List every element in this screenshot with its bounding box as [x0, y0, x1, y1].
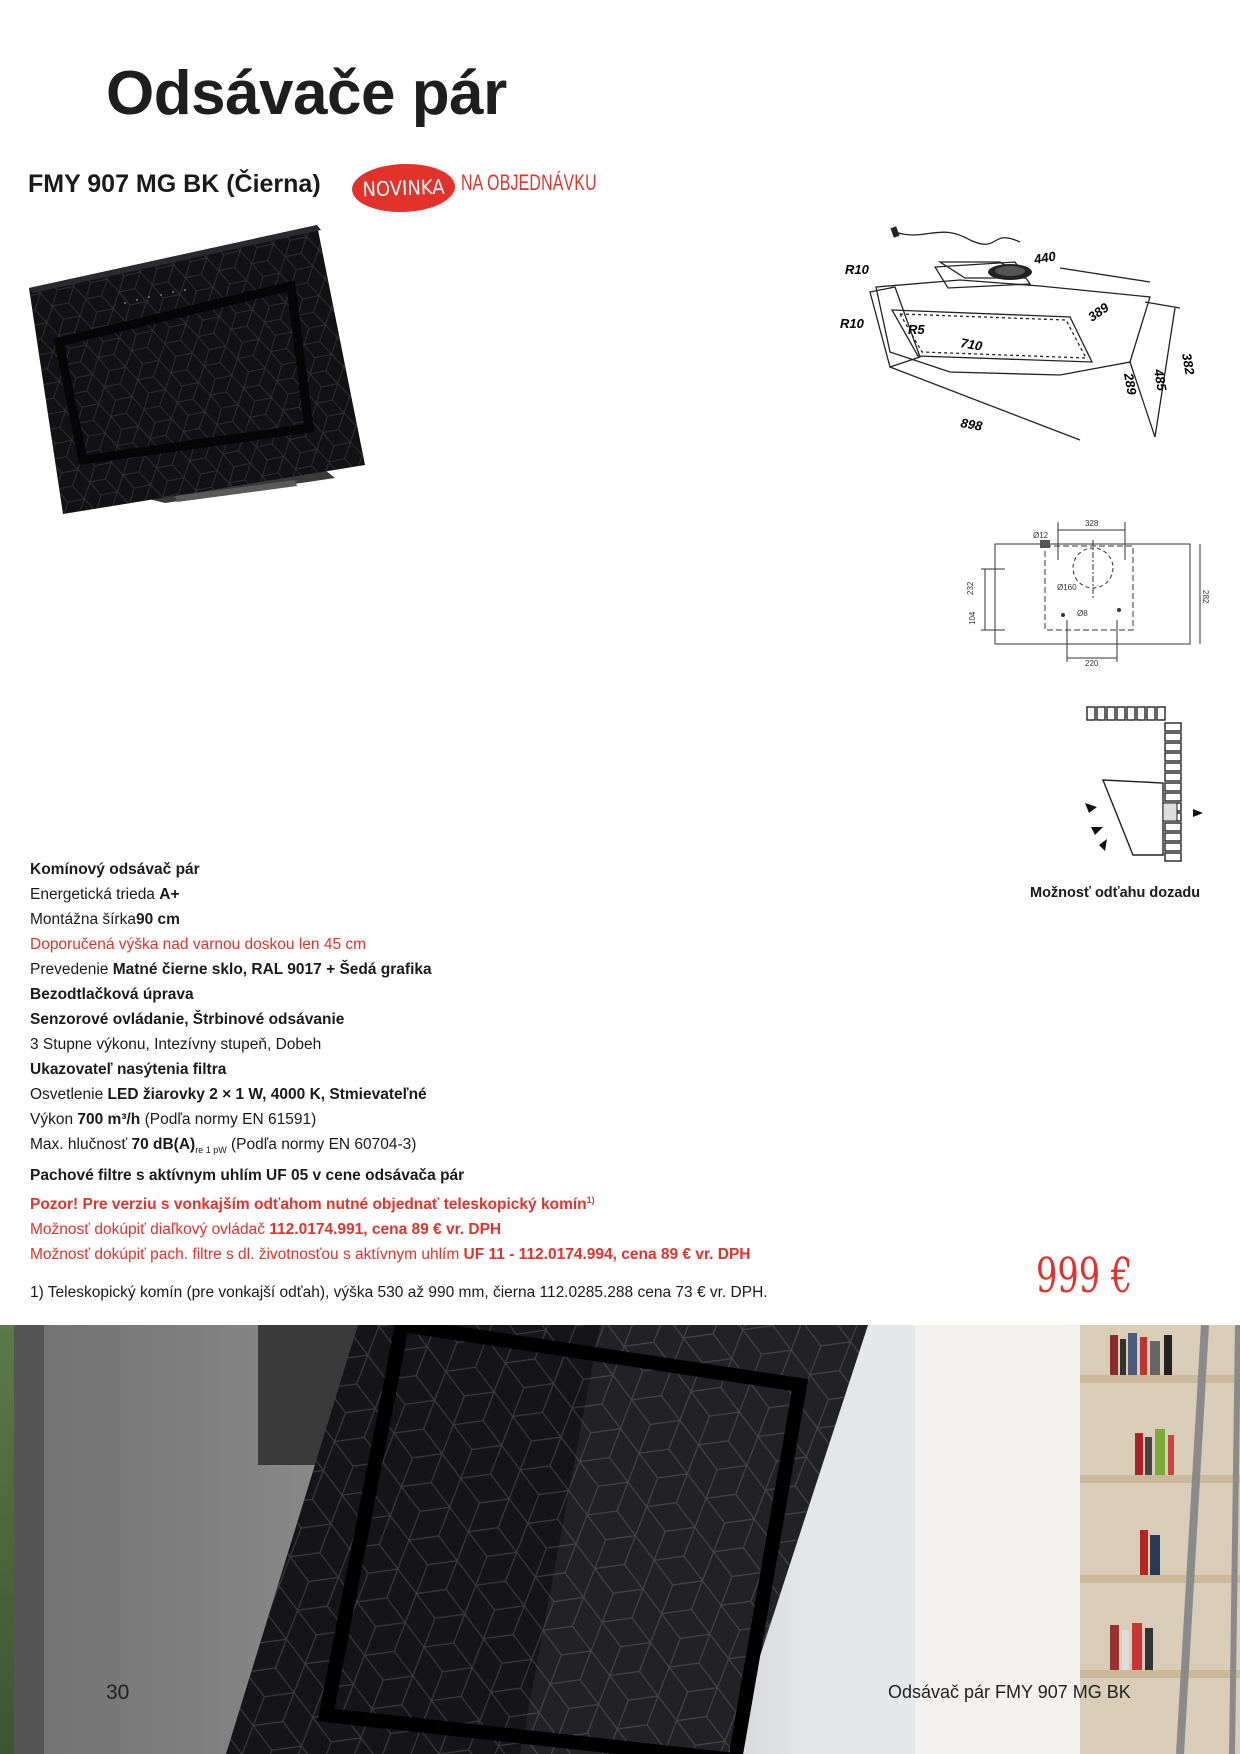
- footnote: 1) Teleskopický komín (pre vonkajší odťah), výška 530 až 990 mm, čierna 112.0285.288 cena 73 € vr. DPH.: [30, 1284, 768, 1301]
- mounting-drawing: [945, 500, 1210, 670]
- dim-898: 898: [959, 415, 984, 434]
- dimension-drawing: [830, 222, 1210, 462]
- dim-328: 328: [1085, 519, 1099, 528]
- spec-width: Montážna šírka90 cm: [30, 911, 180, 928]
- dim-710: 710: [959, 335, 984, 354]
- back-exhaust-diagram: [1075, 705, 1215, 870]
- new-badge: NOVINKA: [351, 162, 456, 214]
- dim-r10b: R10: [840, 316, 864, 331]
- dim-485: 485: [1151, 367, 1170, 392]
- spec-remote: Možnosť dokúpiť diaľkový ovládač 112.0174.991, cena 89 € vr. DPH: [30, 1221, 502, 1239]
- dim-r5: R5: [908, 322, 925, 337]
- dim-r10a: R10: [845, 262, 869, 277]
- dim-440: 440: [1032, 248, 1057, 267]
- spec-power: Výkon 700 m³/h (Podľa normy EN 61591): [30, 1111, 317, 1128]
- dim-104: 104: [968, 611, 977, 625]
- page-title: Odsávače pár: [106, 59, 507, 128]
- spec-frameless: Bezodtlačková úprava: [30, 986, 194, 1003]
- product-image: [25, 220, 375, 515]
- spec-controls: Senzorové ovládanie, Štrbinové odsávanie: [30, 1011, 345, 1028]
- dim-d160: Ø160: [1057, 583, 1077, 592]
- spec-longlife-filter: Možnosť dokúpiť pach. filtre s dl. životnosťou s aktívnym uhlím UF 11 - 112.0174.994, cena 89 € vr. DPH: [30, 1246, 751, 1264]
- spec-lighting: Osvetlenie LED žiarovky 2 × 1 W, 4000 K, Stmievateľné: [30, 1086, 427, 1103]
- page-footer-title: Odsávač pár FMY 907 MG BK: [888, 1682, 1131, 1702]
- spec-carbon-filters: Pachové filtre s aktívnym uhlím UF 05 v cene odsávača pár: [30, 1167, 465, 1185]
- spec-noise: Max. hlučnosť 70 $dB(A)_{re 1 pW}$ (Podľa normy EN 60704-3): [30, 1136, 417, 1156]
- spec-speeds: 3 Stupne výkonu, Intezívny stupeň, Dobeh: [30, 1036, 322, 1053]
- dim-232: 232: [966, 581, 975, 595]
- spec-filter-indicator: Ukazovateľ nasýtenia filtra: [30, 1061, 227, 1078]
- dim-282: 282: [1201, 590, 1210, 604]
- on-order-label: NA OBJEDNÁVKU: [461, 170, 597, 195]
- spec-warning: Pozor! Pre verziu s vonkajším odťahom nutné objednať teleskopický komín$^{1)}$: [30, 1195, 595, 1214]
- price: 999 €: [1036, 1248, 1133, 1304]
- dim-389: 389: [1085, 299, 1112, 325]
- dim-d12: Ø12: [1033, 531, 1049, 540]
- dim-289: 289: [1121, 371, 1140, 396]
- dim-220: 220: [1085, 659, 1099, 668]
- spec-finish: Prevedenie Matné čierne sklo, RAL 9017 + Šedá grafika: [30, 961, 432, 978]
- spec-type: Komínový odsávač pár: [30, 861, 200, 878]
- spec-energy: Energetická trieda A+: [30, 886, 180, 903]
- product-model: FMY 907 MG BK (Čierna): [28, 170, 321, 198]
- spec-height-note: Doporučená výška nad varnou doskou len 45 cm: [30, 936, 367, 953]
- dim-d8: Ø8: [1077, 609, 1088, 618]
- spec-list: [30, 857, 751, 1267]
- back-exhaust-caption: Možnosť odťahu dozadu: [1030, 885, 1201, 901]
- page-number: 30: [106, 1681, 130, 1704]
- dim-382: 382: [1179, 351, 1198, 376]
